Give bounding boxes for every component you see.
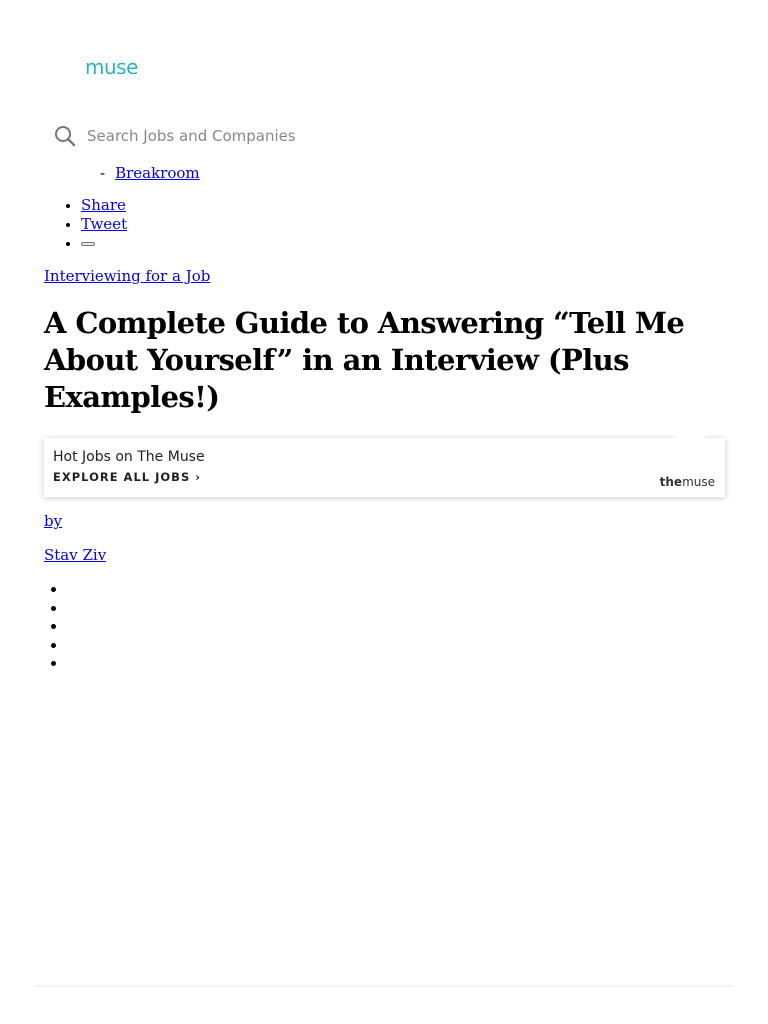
article-title: A Complete Guide to Answering “Tell Me About Yourself” in an Interview (Plus Examples!): [44, 306, 685, 414]
share-list: [44, 196, 127, 253]
more-share-button[interactable]: [81, 242, 95, 246]
logo-rest-part: muse: [682, 475, 715, 489]
hot-jobs-banner[interactable]: [44, 438, 725, 497]
muse-logo[interactable]: muse: [85, 55, 138, 79]
logo-bold-part: the: [659, 475, 683, 489]
explore-jobs-link[interactable]: EXPLORE ALL JOBS ›: [53, 470, 201, 484]
banner-heading: Hot Jobs on The Muse: [53, 449, 205, 465]
nav-link-breakroom[interactable]: Breakroom: [115, 164, 200, 180]
search-bar: [54, 124, 354, 148]
search-icon[interactable]: [54, 125, 76, 147]
themuse-logo: [660, 475, 715, 489]
tweet-link[interactable]: Tweet: [81, 215, 128, 233]
author-link[interactable]: Stav Ziv: [44, 546, 107, 564]
social-icons-list: [44, 580, 67, 673]
tweet-item: [81, 215, 127, 234]
share-link[interactable]: Share: [81, 196, 126, 214]
nav-sub-list: [100, 158, 200, 180]
banner-notch: [673, 432, 707, 440]
list-dash: -: [100, 164, 106, 180]
search-input[interactable]: [87, 127, 317, 145]
nav-sub-item: [100, 162, 200, 180]
more-item: [81, 234, 127, 253]
footer-divider: [36, 985, 732, 987]
byline-link[interactable]: by: [44, 512, 63, 530]
share-item: [81, 196, 127, 215]
category-link[interactable]: Interviewing for a Job: [44, 267, 211, 285]
